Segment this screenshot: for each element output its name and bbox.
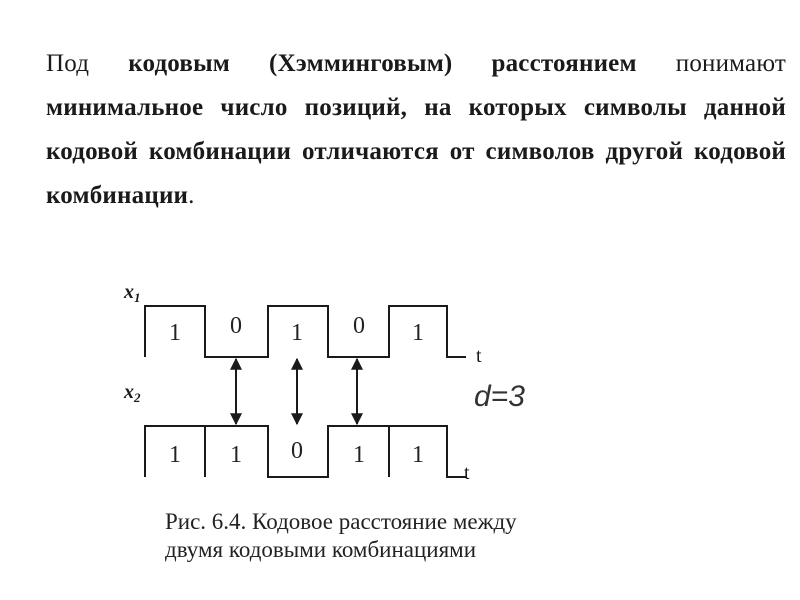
text-segment: понимают <box>636 50 786 77</box>
text-segment-bold: минимальное число позиций, на которых символы данной кодовой комбинации отличаются от символов другой кодовой комбинации <box>46 94 786 209</box>
caption-line: Рис. 6.4. Кодовое расстояние между <box>165 509 517 534</box>
x1-bit: 1 <box>169 320 181 346</box>
x1-subscript: 1 <box>134 290 141 305</box>
x1-bit: 1 <box>412 320 424 346</box>
x2-bit: 1 <box>412 442 424 468</box>
x2-label: $x_2$ <box>124 381 141 405</box>
text-segment-bold: кодовым (Хэмминговым) расстоянием <box>128 50 637 77</box>
x2-bit: 0 <box>291 438 303 464</box>
caption-line: двумя кодовыми комбинациями <box>165 537 477 562</box>
x2-time-label: t <box>464 462 470 484</box>
text-segment: Под <box>46 50 129 77</box>
x1-bit: 0 <box>353 313 365 339</box>
x2-subscript: 2 <box>134 390 141 405</box>
x2-bit: 1 <box>353 442 365 468</box>
distance-label: d=3 <box>474 380 525 413</box>
x1-label: $x_1$ <box>124 281 141 305</box>
x1-bit: 1 <box>291 320 303 346</box>
x1-time-label: t <box>476 345 482 367</box>
figure-caption <box>165 508 625 564</box>
x2-bit: 1 <box>169 442 181 468</box>
x2-bit: 1 <box>230 442 242 468</box>
text-segment: . <box>188 182 195 209</box>
x1-bit: 0 <box>230 313 242 339</box>
